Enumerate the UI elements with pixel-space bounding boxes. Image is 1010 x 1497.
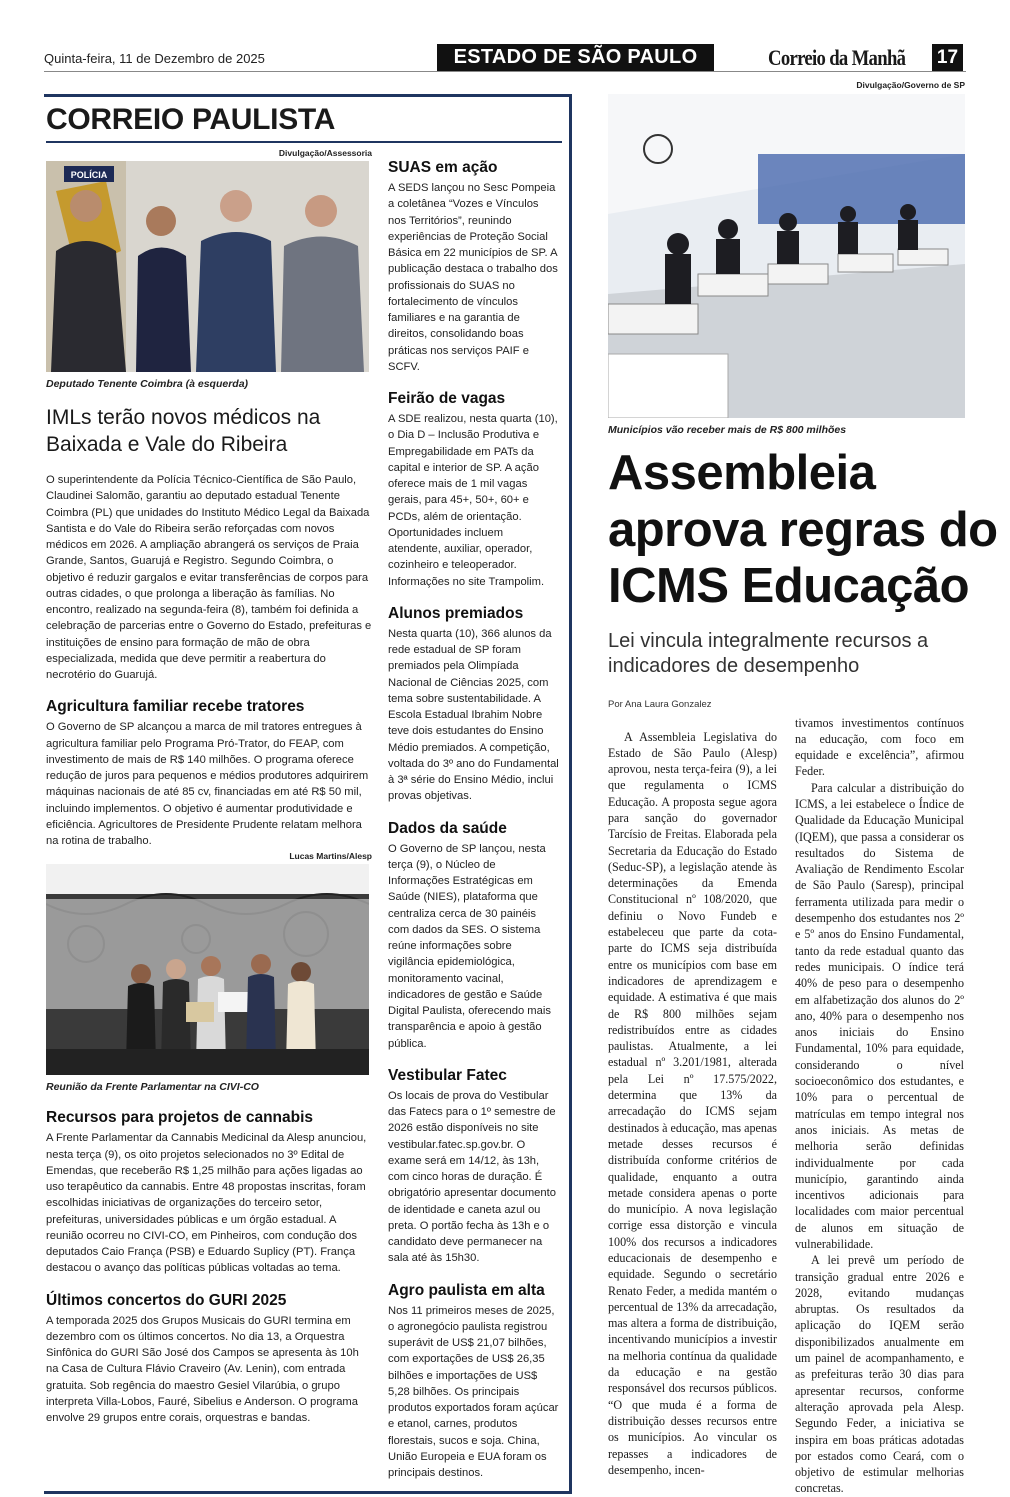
column-title: CORREIO PAULISTA: [46, 103, 336, 136]
issue-date: Quinta-feira, 11 de Dezembro de 2025: [44, 51, 265, 66]
brief-body: A SEDS lançou no Sesc Pompeia a coletânea “Vozes e Vínculos nos Territórios”, reunindo experiências de Proteção Social Básica em 22 municípios de SP. A publicação destaca o trabalho dos profissionais do SUAS no fortalecimento de vínculos familiares e na garantia de direitos, consolidando boas práticas nos serviços PAIF e SCFV.: [388, 182, 558, 373]
main-story: [608, 80, 998, 1497]
photo-credit: Divulgação/Governo de SP: [856, 80, 965, 90]
brief-heading: Vestibular Fatec: [388, 1066, 507, 1084]
brief-body: O Governo de SP lançou, nesta terça (9), o Núcleo de Informações Estratégicas em Saúde (NIES), plataforma que centraliza cerca de 30 painéis com dados da SES. O sistema reúne informações sobre vigilância epidemiológica, monitoramento vacinal, indicadores de gestão e Saúde Digital Paulista, oferecendo mais transparência e apoio à gestão pública.: [388, 842, 551, 1050]
brief-heading: Agro paulista em alta: [388, 1281, 545, 1299]
article-column-1: [608, 715, 777, 1497]
left-column: [46, 102, 372, 1481]
photo-caption: Reunião da Frente Parlamentar na CIVI-CO: [46, 1081, 259, 1094]
photo-credit: Lucas Martins/Alesp: [289, 851, 372, 862]
brief-heading: Feirão de vagas: [388, 390, 506, 407]
main-headline: Assembleia aprova regras do ICMS Educação: [608, 446, 998, 613]
photo-credit: Divulgação/Assessoria: [278, 148, 372, 158]
cannabis-heading: Recursos para projetos de cannabis: [46, 1109, 314, 1127]
header-divider: [44, 71, 966, 72]
lead-body: O superintendente da Polícia Técnico-Científica de São Paulo, Claudinei Salomão, garantiu ao deputado estadual Tenente Coimbra (PL) que unidades do Instituto Médico Legal da Baixada Santista e do Vale do Ribeira serão reforçadas com novos médicos em 2026. A ampliação abrangerá os serviços de Praia Grande, Santos, Guarujá e Registro. Segundo Coimbra, o objetivo é reduzir gargalos e evitar transferências de corpos para outras cidades, o que prolonga a liberação às famílias. No encontro, realizado na segunda-feira (8), também foi definida a celebração de parcerias entre o Governo do Estado, prefeituras e instituições de ensino para formação de mão de obra especializada, medida que deve permitir a reabertura do necrotério do Guarujá.: [46, 474, 372, 681]
photo-parliament-meeting: [46, 864, 369, 1075]
page-number: 17: [932, 44, 963, 71]
brief-body: Nesta quarta (10), 366 alunos da rede estadual de SP foram premiados pela Olimpíada Nacional de Ciências 2025, com tema sobre sustentabilidade. A Escola Estadual Ibrahim Nobre teve dois estudantes do Ensino Médio premiados. A competição, voltada do 3º ano do Fundamental à 3ª série do Ensino Médio, inclui provas objetivas.: [388, 627, 559, 803]
newspaper-logo: Correio da Manhã: [768, 45, 906, 70]
subheadline: Lei vincula integralmente recursos a indicadores de desempenho: [608, 629, 929, 677]
guri-body: A temporada 2025 dos Grupos Musicais do GURI termina em dezembro com os últimos concertos. No dia 13, a Orquestra Sinfônica do GURI São José dos Campos se apresenta às 10h na Casa de Cultura Flávio Craveiro (Av. Lenin), com entrada gratuita. Sob regência do maestro Gesiel Vilarúbia, o grupo interpreta Villa-Lobos, Fauré, Sibelius e Anderson. O programa envolve 29 grupos entre corais, orquestras e bandas.: [46, 1314, 359, 1424]
cannabis-body: A Frente Parlamentar da Cannabis Medicinal da Alesp anunciou, nesta terça (9), os oito projetos selecionados no 3º Edital de Emendas, que receberão R$ 1,25 milhão para ações ligadas ao uso terapêutico da cannabis. Entre 48 propostas inscritas, foram escolhidas iniciativas de organizações do terceiro setor, prefeituras, universidades públicas e um órgão estadual. A reunião ocorreu no CIVI-CO, em Pinheiros, com condução dos deputados Caio França (PSB) e Eduardo Suplicy (PT). França destacou o avanço das políticas públicas voltadas ao tema.: [46, 1132, 367, 1275]
article-body: [608, 715, 965, 1497]
article-paragraph: A lei prevê um período de transição gradual entre 2026 e 2028, evitando mudanças abruptas. Os resultados da aplicação do IQEM serão disponibilizados anualmente em um painel de acompanhamento, e as prefeituras terão 30 dias para apresentar recursos, conforme alteração aprovada pela Alesp. Segundo Feder, a iniciativa se inspira em boas práticas adotadas por estados como Ceará, com o objetivo de estimular melhorias concretas.: [795, 1253, 964, 1496]
brief-body: Os locais de prova do Vestibular das Fatecs para o 1º semestre de 2026 estão disponíveis no site vestibular.fatec.sp.gov.br. O exame será em 14/12, às 13h, com cinco horas de duração. É obrigatório apresentar documento de identidade e caneta azul ou preta. O portão fecha às 13h e o candidato deve permanecer na sala até às 15h30.: [388, 1089, 556, 1265]
police-sign-text: POLÍCIA: [70, 170, 108, 180]
brief-heading: Dados da saúde: [388, 819, 507, 837]
agri-body: O Governo de SP alcançou a marca de mil tratores entregues à agricultura familiar pelo Programa Pró-Trator, do FEAP, com investimento de mais de R$ 140 milhões. O programa oferece redução de juros para pequenos e médios produtores adquirirem máquinas nacionais de até 85 cv, financiadas em até R$ 50 mil, incluindo implementos. O objetivo é aumentar produtividade e eficiência. Agricultores de Presidente Prudente relatam melhora na rotina de trabalho.: [46, 721, 369, 847]
section-label: ESTADO DE SÃO PAULO: [437, 44, 714, 71]
photo-caption: Municípios vão receber mais de R$ 800 milhões: [608, 424, 847, 436]
guri-heading: Últimos concertos do GURI 2025: [46, 1291, 287, 1309]
lead-headline: IMLs terão novos médicos na Baixada e Vale do Ribeira: [46, 406, 321, 456]
article-paragraph: tivamos investimentos contínuos na educação, com foco em equidade e excelência”, afirmou Feder.: [795, 715, 964, 779]
article-paragraph: Para calcular a distribuição do ICMS, a lei estabelece o Índice de Qualidade da Educação Municipal (IQEM), que passa a considerar os resultados do Sistema de Avaliação de Rendimento Escolar de São Paulo (Saresp), principal ferramenta utilizada para medir o desempenho dos estudantes nos 2º e 5º anos do Ensino Fundamental, tanto da rede estadual quanto das redes municipais. O índice terá 40% de peso para o desempenho em alfabetização dos alunos do 2º ano, 40% para o desempenho nos anos iniciais do Ensino Fundamental, 10% para equidade, considerando o nível socioeconômico dos estudantes, e 10% para o percentual de matrículas em tempo integral nos anos iniciais. As metas de melhoria serão definidas individualmente por cada município, garantindo ainda incentivos adicionais para localidades com maior percentual de alunos em situação de vulnerabilidade.: [795, 780, 964, 1251]
photo-caption: Deputado Tenente Coimbra (à esquerda): [46, 378, 249, 390]
agri-heading: Agricultura familiar recebe tratores: [46, 698, 305, 716]
column-frame: [44, 94, 572, 1494]
photo-deputy-group: [46, 161, 369, 372]
brief-heading: Alunos premiados: [388, 604, 524, 622]
brief-body: A SDE realizou, nesta quarta (10), o Dia D – Inclusão Produtiva e Empregabilidade em PATs da capital e interior de SP. A ação oferece mais de 1 mil vagas gerais, para 45+, 50+, 60+ e PCDs, além de orientação. Oportunidades incluem atendente, auxiliar, operador, cozinheiro e teleoperador. Informações no site Trampolim.: [388, 413, 558, 588]
middle-column: [388, 102, 559, 1481]
brief-body: Nos 11 primeiros meses de 2025, o agronegócio paulista registrou superávit de US$ 21,07 bilhões, com exportações de US$ 26,35 bilhões e importações de US$ 5,28 bilhões. Os principais produtos exportados foram açúcar e etanol, carnes, produtos florestais, sucos e soja. China, União Europeia e EUA foram os principais destinos.: [388, 1304, 559, 1479]
byline: Por Ana Laura Gonzalez: [608, 698, 712, 710]
photo-classroom: [608, 94, 965, 418]
brief-heading: SUAS em ação: [388, 159, 498, 176]
article-paragraph: A Assembleia Legislativa do Estado de São Paulo (Alesp) aprovou, nesta terça-feira (9), a lei que regulamenta o ICMS Educação. A proposta segue agora para sanção do governador Tarcísio de Freitas. Elaborada pela Secretaria da Educação do Estado (Seduc-SP), a legislação atende às determinações da Emenda Constitucional nº 108/2020, que definiu o Novo Fundeb e estabeleceu que parte da cota-parte do ICMS seja distribuída entre os municípios com base em indicadores de aprendizagem e equidade. A estimativa é que mais de R$ 800 milhões sejam redistribuídos entre as cidades paulistas. Atualmente, a lei estadual nº 3.201/1981, alterada pela Lei nº 17.575/2022, determina que 13% da arrecadação do ICMS sejam destinados à educação, mas apenas metade desses recursos é distribuída conforme critérios de qualidade, enquanto a outra metade considera apenas o porte do município. A nova legislação corrige essa distorção e vincula 100% dos recursos a indicadores educacionais de desempenho e equidade. Segundo o secretário Renato Feder, a medida mantém o percentual de 13% da arrecadação, mas altera a forma de distribuição, incentivando municípios a investir na melhoria contínua da qualidade da educação e na gestão responsável dos recursos públicos. “O que muda é a forma de distribuição desses recursos entre os municípios. Ao vincular os repasses a indicadores de desempenho, incen-: [608, 729, 777, 1477]
article-column-2: [795, 715, 964, 1497]
